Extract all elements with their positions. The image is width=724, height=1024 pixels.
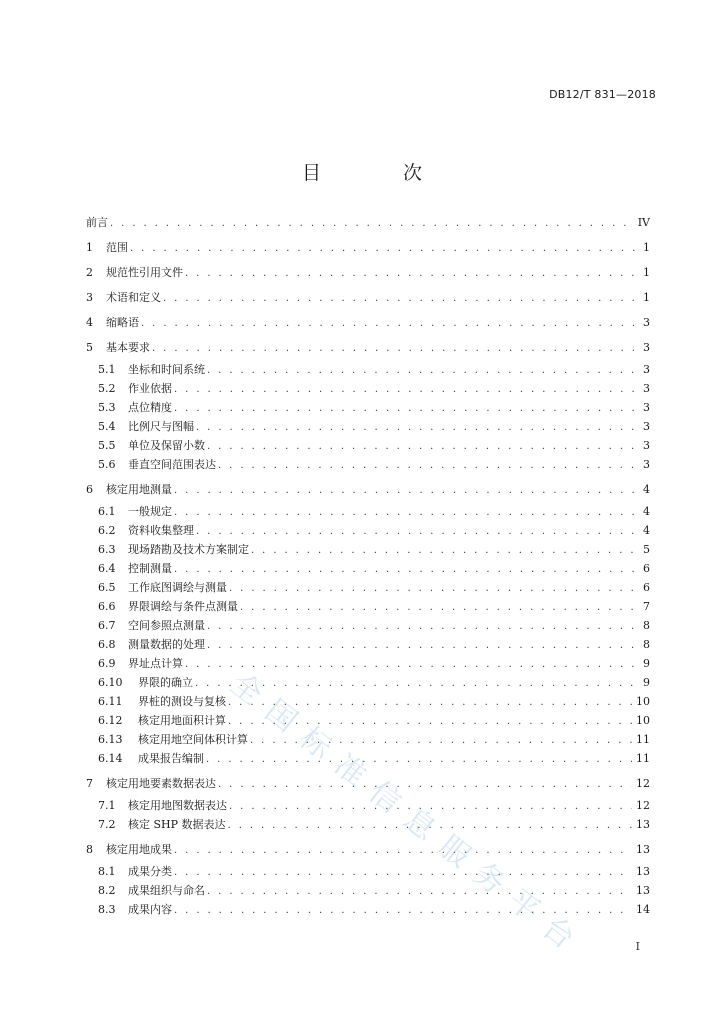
toc-leader-dots [228, 819, 632, 833]
toc-entry[interactable] [86, 483, 650, 498]
toc-leader-dots [207, 440, 636, 454]
toc-entry-page: 8 [643, 638, 650, 651]
toc-entry-page: 3 [643, 458, 650, 471]
toc-entry-title: 核定 SHP 数据表达 [128, 818, 226, 831]
toc-leader-dots [163, 292, 636, 306]
toc-entry-page: 3 [643, 382, 650, 395]
toc-entry-title: 点位精度 [128, 401, 172, 414]
toc-leader-dots [229, 800, 632, 814]
toc-entry-number: 6.9 [98, 657, 116, 670]
toc-entry-number: 6 [86, 483, 93, 496]
toc-entry-page: 6 [643, 562, 650, 575]
toc-entry-page: 8 [643, 619, 650, 632]
toc-entry[interactable] [86, 505, 650, 520]
toc-leader-dots [174, 506, 636, 520]
toc-entry-number: 7.1 [98, 799, 116, 812]
toc-entry-page: 12 [636, 777, 650, 790]
toc-entry[interactable] [86, 676, 650, 691]
toc-leader-dots [174, 866, 632, 880]
toc-entry-page: 13 [636, 818, 650, 831]
toc-leader-dots [218, 459, 636, 473]
toc-entry-page: 7 [643, 600, 650, 613]
toc-leader-dots [174, 402, 636, 416]
toc-entry-page: 10 [636, 695, 650, 708]
toc-entry[interactable] [86, 291, 650, 306]
toc-entry-number: 6.3 [98, 543, 116, 556]
toc-entry-number: 8.2 [98, 884, 116, 897]
toc-entry-title: 成果分类 [128, 865, 172, 878]
toc-entry-title: 核定用地测量 [106, 483, 172, 496]
toc-entry-page: 9 [643, 657, 650, 670]
toc-entry-title: 核定用地面积计算 [138, 714, 226, 727]
toc-entry-number: 6.7 [98, 619, 116, 632]
toc-entry-number: 6.14 [98, 752, 123, 765]
toc-leader-dots [174, 484, 636, 498]
toc-entry[interactable] [86, 458, 650, 473]
toc-entry-page: 4 [643, 505, 650, 518]
toc-leader-dots [251, 544, 636, 558]
toc-entry-page: 10 [636, 714, 650, 727]
toc-leader-dots [206, 753, 632, 767]
toc-entry-page: IV [637, 216, 650, 229]
toc-entry-page: 14 [636, 903, 650, 916]
toc-entry[interactable] [86, 420, 650, 435]
toc-leader-dots [110, 217, 634, 231]
toc-leader-dots [228, 715, 632, 729]
toc-leader-dots [207, 639, 636, 653]
toc-entry-page: 1 [643, 266, 650, 279]
toc-entry[interactable] [86, 903, 650, 918]
toc-entry-page: 3 [643, 341, 650, 354]
toc-leader-dots [207, 885, 632, 899]
toc-entry[interactable] [86, 524, 650, 539]
toc-entry[interactable] [86, 266, 650, 281]
toc-entry[interactable] [86, 401, 650, 416]
toc-entry[interactable] [86, 241, 650, 256]
toc-entry-number: 6.13 [98, 733, 123, 746]
toc-entry-title: 缩略语 [106, 316, 139, 329]
watermark: 全国标准信息服务平台 [223, 666, 592, 965]
toc-entry[interactable] [86, 600, 650, 615]
toc-entry-title: 一般规定 [128, 505, 172, 518]
toc-entry-page: 3 [643, 316, 650, 329]
toc-entry[interactable] [86, 818, 650, 833]
toc-entry-title: 空间参照点测量 [128, 619, 205, 632]
toc-entry-title: 界址点计算 [128, 657, 183, 670]
table-of-contents [86, 216, 650, 918]
toc-entry[interactable] [86, 714, 650, 729]
toc-entry-page: 1 [643, 241, 650, 254]
toc-leader-dots [196, 421, 636, 435]
toc-entry-title: 工作底图调绘与测量 [128, 581, 227, 594]
toc-entry-number: 8.1 [98, 865, 116, 878]
toc-leader-dots [174, 383, 636, 397]
toc-entry-title: 范围 [106, 241, 128, 254]
toc-leader-dots [185, 658, 636, 672]
toc-entry-title: 前言 [86, 216, 108, 229]
toc-entry-title: 成果内容 [128, 903, 172, 916]
toc-entry[interactable] [86, 562, 650, 577]
toc-entry-title: 作业依据 [128, 382, 172, 395]
toc-entry-number: 6.6 [98, 600, 116, 613]
toc-entry-number: 5.3 [98, 401, 116, 414]
toc-entry[interactable] [86, 382, 650, 397]
toc-entry-number: 7.2 [98, 818, 116, 831]
toc-entry-title: 核定用地要素数据表达 [106, 777, 216, 790]
toc-entry-page: 3 [643, 439, 650, 452]
toc-entry-number: 6.5 [98, 581, 116, 594]
toc-entry-number: 5.2 [98, 382, 116, 395]
toc-entry[interactable] [86, 619, 650, 634]
toc-leader-dots [174, 563, 636, 577]
toc-entry-title: 界限的确立 [138, 676, 193, 689]
toc-entry-page: 11 [636, 733, 650, 746]
toc-entry-title: 术语和定义 [106, 291, 161, 304]
toc-entry-title: 控制测量 [128, 562, 172, 575]
toc-entry-number: 5.6 [98, 458, 116, 471]
toc-entry-number: 6.10 [98, 676, 123, 689]
toc-entry-number: 3 [86, 291, 93, 304]
toc-entry-page: 3 [643, 363, 650, 376]
toc-entry[interactable] [86, 733, 650, 748]
toc-leader-dots [185, 267, 636, 281]
toc-entry-title: 比例尺与图幅 [128, 420, 194, 433]
toc-entry[interactable] [86, 216, 650, 231]
toc-entry[interactable] [86, 799, 650, 814]
toc-leader-dots [141, 317, 636, 331]
toc-entry-title: 成果组织与命名 [128, 884, 205, 897]
toc-entry-title: 垂直空间范围表达 [128, 458, 216, 471]
toc-entry-number: 7 [86, 777, 93, 790]
toc-leader-dots [250, 734, 632, 748]
toc-entry[interactable] [86, 752, 650, 767]
toc-entry-page: 5 [643, 543, 650, 556]
toc-entry-page: 13 [636, 843, 650, 856]
toc-entry-number: 1 [86, 241, 93, 254]
toc-entry[interactable] [86, 543, 650, 558]
toc-entry-page: 13 [636, 884, 650, 897]
toc-entry-title: 单位及保留小数 [128, 439, 205, 452]
toc-leader-dots [240, 601, 636, 615]
toc-entry-title: 界限调绘与条件点测量 [128, 600, 238, 613]
toc-leader-dots [218, 778, 632, 792]
toc-entry-title: 现场踏勘及技术方案制定 [128, 543, 249, 556]
toc-entry-number: 6.2 [98, 524, 116, 537]
toc-entry-page: 11 [636, 752, 650, 765]
toc-entry[interactable] [86, 843, 650, 858]
toc-entry-number: 6.8 [98, 638, 116, 651]
toc-entry[interactable] [86, 695, 650, 710]
toc-entry-page: 13 [636, 865, 650, 878]
toc-entry-page: 3 [643, 420, 650, 433]
toc-entry[interactable] [86, 638, 650, 653]
toc-entry-number: 5.4 [98, 420, 116, 433]
toc-entry-number: 8.3 [98, 903, 116, 916]
toc-leader-dots [130, 242, 636, 256]
toc-entry-title: 核定用地图数据表达 [128, 799, 227, 812]
toc-entry-page: 3 [643, 401, 650, 414]
page-number: I [635, 940, 640, 953]
toc-entry-number: 8 [86, 843, 93, 856]
toc-leader-dots [152, 342, 636, 356]
toc-entry-number: 5 [86, 341, 93, 354]
toc-entry-title: 基本要求 [106, 341, 150, 354]
toc-entry-number: 5.1 [98, 363, 116, 376]
toc-entry-number: 6.11 [98, 695, 123, 708]
toc-entry-page: 1 [643, 291, 650, 304]
toc-entry-number: 2 [86, 266, 93, 279]
toc-entry[interactable] [86, 865, 650, 880]
toc-leader-dots [229, 582, 636, 596]
toc-entry-title: 测量数据的处理 [128, 638, 205, 651]
toc-leader-dots [195, 677, 636, 691]
toc-entry[interactable] [86, 439, 650, 454]
toc-entry-number: 6.4 [98, 562, 116, 575]
toc-entry[interactable] [86, 341, 650, 356]
toc-entry-number: 6.12 [98, 714, 123, 727]
toc-entry-title: 规范性引用文件 [106, 266, 183, 279]
toc-entry-page: 9 [643, 676, 650, 689]
document-code: DB12/T 831—2018 [549, 88, 656, 101]
toc-entry[interactable] [86, 777, 650, 792]
toc-entry-title: 核定用地成果 [106, 843, 172, 856]
toc-entry-number: 5.5 [98, 439, 116, 452]
toc-leader-dots [207, 364, 636, 378]
toc-leader-dots [174, 844, 632, 858]
toc-entry[interactable] [86, 363, 650, 378]
toc-entry-page: 12 [636, 799, 650, 812]
toc-entry-title: 核定用地空间体积计算 [138, 733, 248, 746]
toc-title: 目 次 [301, 162, 461, 184]
toc-entry[interactable] [86, 884, 650, 899]
toc-entry-page: 6 [643, 581, 650, 594]
toc-entry[interactable] [86, 316, 650, 331]
toc-entry-number: 6.1 [98, 505, 116, 518]
toc-entry-page: 4 [643, 524, 650, 537]
toc-leader-dots [207, 620, 636, 634]
toc-entry[interactable] [86, 581, 650, 596]
toc-entry-title: 成果报告编制 [138, 752, 204, 765]
toc-entry-number: 4 [86, 316, 93, 329]
toc-entry[interactable] [86, 657, 650, 672]
toc-entry-title: 资料收集整理 [128, 524, 194, 537]
toc-entry-title: 坐标和时间系统 [128, 363, 205, 376]
toc-leader-dots [196, 525, 636, 539]
toc-leader-dots [174, 904, 632, 918]
toc-entry-page: 4 [643, 483, 650, 496]
toc-leader-dots [228, 696, 632, 710]
toc-entry-title: 界桩的测设与复核 [138, 695, 226, 708]
